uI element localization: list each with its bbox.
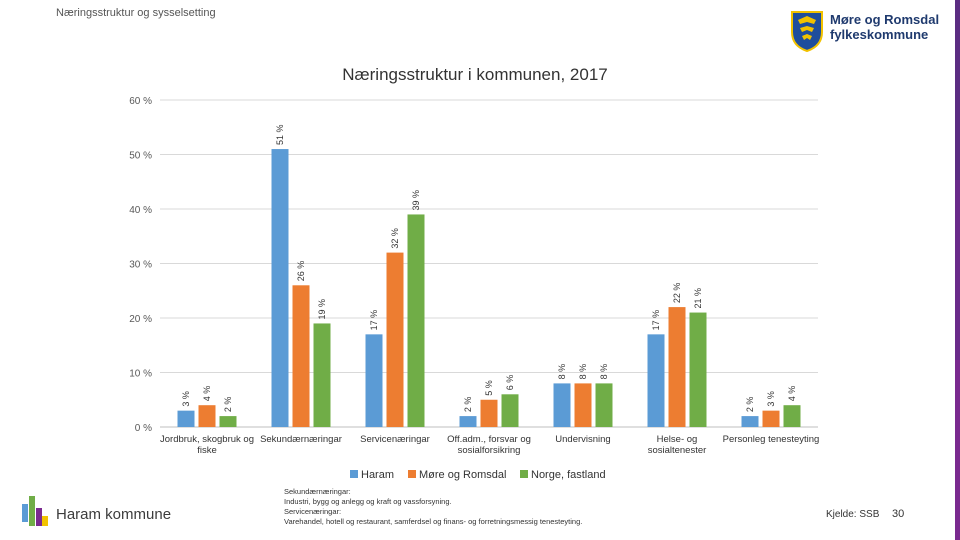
data-label: 39 % xyxy=(411,189,421,211)
data-label: 2 % xyxy=(463,396,473,413)
data-label: 8 % xyxy=(599,363,609,380)
source-label: Kjelde: SSB xyxy=(826,509,880,520)
bar xyxy=(690,313,707,427)
footnote-line: Servicenæringar: xyxy=(284,507,342,516)
data-label: 5 % xyxy=(484,380,494,396)
category-label: Helse- og xyxy=(656,434,698,445)
data-label: 17 % xyxy=(651,309,661,331)
legend-label: Haram xyxy=(361,469,395,481)
data-label: 51 % xyxy=(275,124,285,146)
data-label: 4 % xyxy=(787,385,797,402)
footnote-line: Industri, bygg og anlegg og kraft og vassforsyning. xyxy=(284,497,452,506)
category-label: Sekundærnæringar xyxy=(260,434,342,445)
data-label: 8 % xyxy=(578,363,588,380)
municipality-name: Haram kommune xyxy=(56,506,172,523)
page-number: 30 xyxy=(892,508,905,520)
y-tick-label: 10 % xyxy=(129,368,152,380)
category-label: Jordbruk, skogbruk og xyxy=(160,434,254,445)
y-tick-label: 0 % xyxy=(134,423,152,434)
bar xyxy=(387,253,404,427)
logo-line-1: Møre og Romsdal xyxy=(830,12,940,27)
bar xyxy=(575,383,592,427)
section-title: Næringsstruktur og sysselsetting xyxy=(56,7,216,19)
data-label: 19 % xyxy=(317,298,327,320)
y-tick-label: 30 % xyxy=(129,259,152,271)
category-label: Off.adm., forsvar og xyxy=(447,434,531,445)
logo-line-2: fylkeskommune xyxy=(830,27,929,42)
y-tick-label: 20 % xyxy=(129,314,152,325)
data-label: 26 % xyxy=(296,260,306,282)
category-label: Undervisning xyxy=(555,434,611,445)
data-label: 22 % xyxy=(672,282,682,304)
legend-swatch xyxy=(408,470,416,478)
legend-swatch xyxy=(520,470,528,478)
data-label: 17 % xyxy=(369,309,379,331)
bar xyxy=(784,405,801,427)
chart-title: Næringsstruktur i kommunen, 2017 xyxy=(342,65,608,84)
y-tick-label: 60 % xyxy=(129,96,152,107)
footnote-line: Varehandel, hotell og restaurant, samferdsel og finans- og forretningsmessig tenesteyting. xyxy=(284,517,583,526)
side-accent-bar xyxy=(955,0,960,540)
data-label: 2 % xyxy=(223,396,233,413)
data-label: 2 % xyxy=(745,396,755,413)
y-tick-label: 50 % xyxy=(129,150,152,162)
footnote-line: Sekundærnæringar: xyxy=(284,487,351,496)
bar xyxy=(648,334,665,427)
data-label: 6 % xyxy=(505,374,515,391)
bar xyxy=(596,383,613,427)
bar xyxy=(293,285,310,427)
data-label: 3 % xyxy=(766,391,776,407)
legend-swatch xyxy=(350,470,358,478)
bar xyxy=(481,400,498,427)
data-label: 4 % xyxy=(202,385,212,402)
bar xyxy=(199,405,216,427)
bar xyxy=(460,416,477,427)
bar xyxy=(220,416,237,427)
bar xyxy=(554,383,571,427)
bar xyxy=(763,411,780,427)
category-label: Personleg tenesteyting xyxy=(722,434,820,445)
category-label: fiske xyxy=(197,445,217,456)
footnote xyxy=(284,487,664,527)
haram-logo-icon xyxy=(22,494,48,530)
bar xyxy=(272,149,289,427)
data-label: 32 % xyxy=(390,228,400,249)
data-label: 3 % xyxy=(181,391,191,407)
legend-label: Møre og Romsdal xyxy=(419,469,507,481)
bar xyxy=(178,411,195,427)
bar xyxy=(408,214,425,427)
legend-label: Norge, fastland xyxy=(531,469,606,481)
data-label: 21 % xyxy=(693,288,703,309)
data-label: 8 % xyxy=(557,363,567,380)
bar xyxy=(502,394,519,427)
bar xyxy=(366,334,383,427)
bar xyxy=(742,416,759,427)
bar xyxy=(314,323,331,427)
y-tick-label: 40 % xyxy=(129,205,152,216)
category-label: sosialforsikring xyxy=(457,445,521,456)
bar xyxy=(669,307,686,427)
category-label: sosialtenester xyxy=(647,445,707,456)
category-label: Servicenæringar xyxy=(360,434,430,445)
